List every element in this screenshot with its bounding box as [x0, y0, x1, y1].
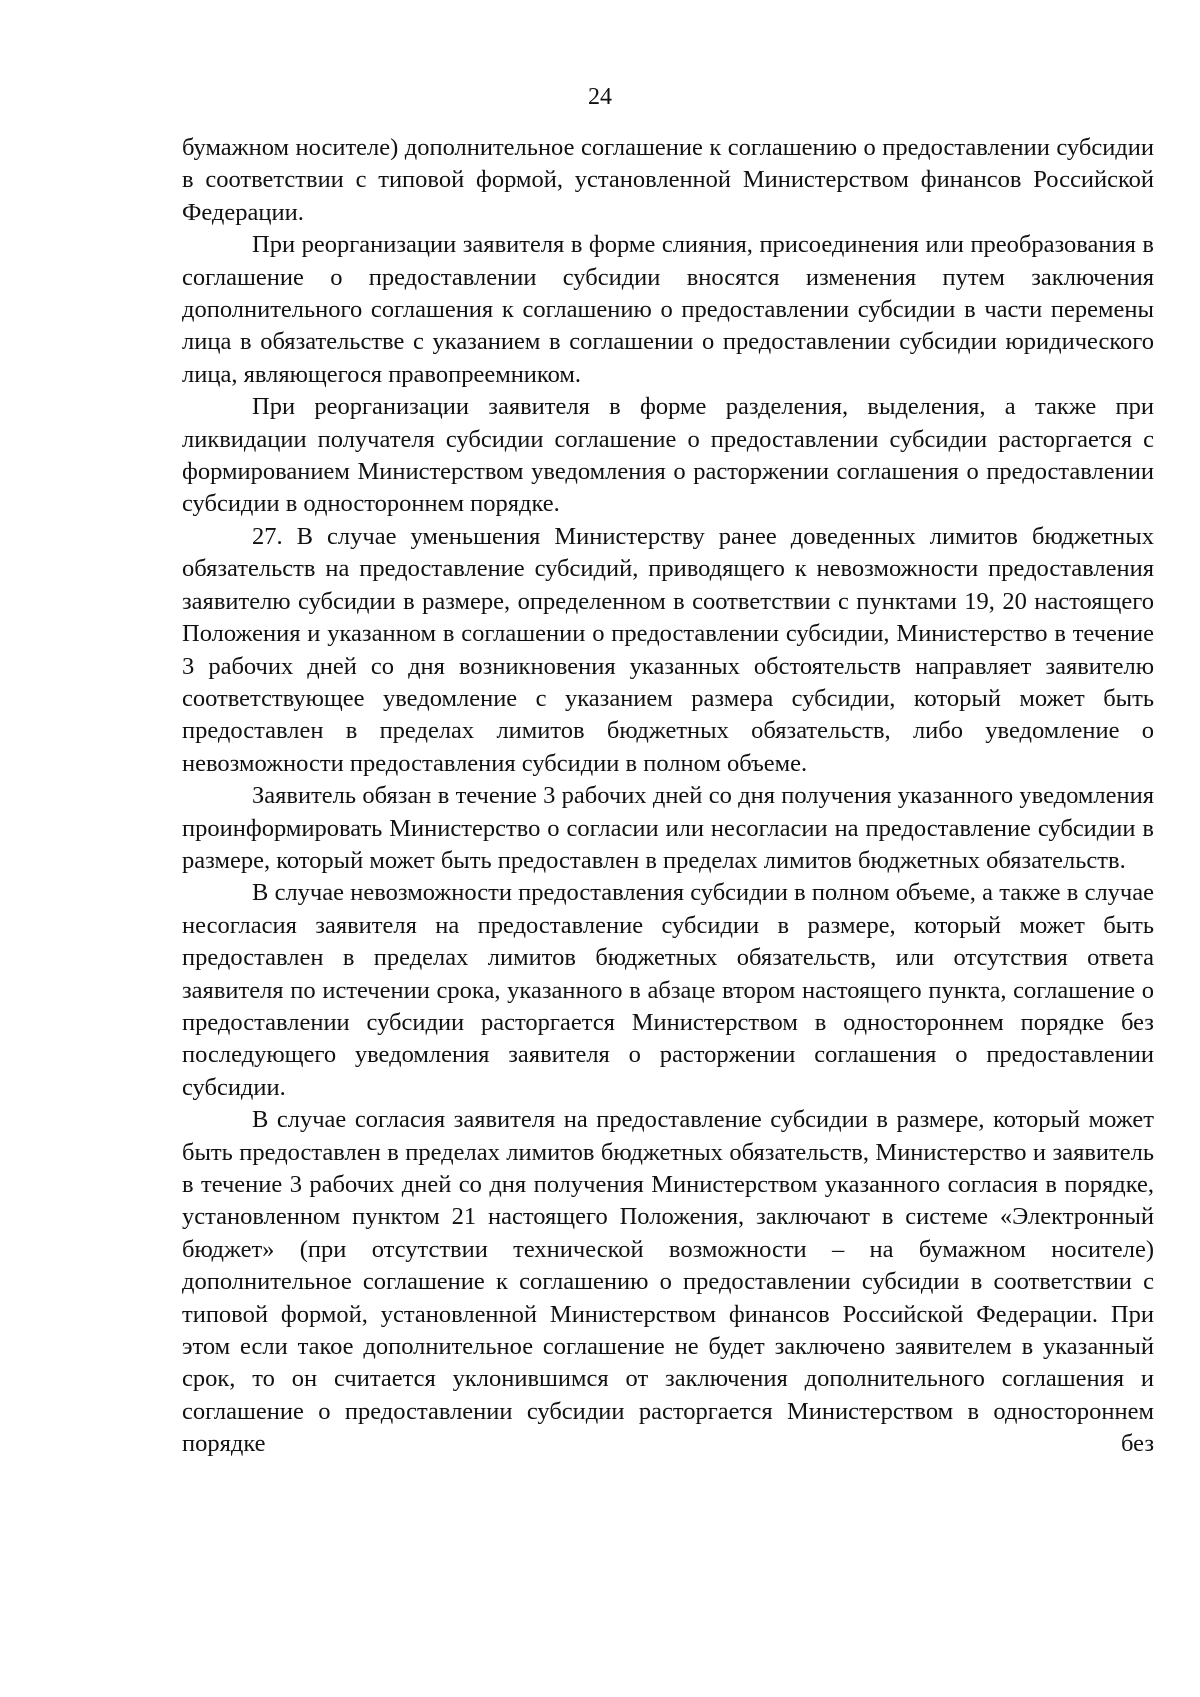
- document-body: [182, 132, 1154, 1461]
- page-number: 24: [588, 84, 612, 110]
- paragraph-reorganization-merger: При реорганизации заявителя в форме слияния, присоединения или преобразования в соглашение о предоставлении субсидии вносятся изменения путем заключения дополнительного соглашения к соглашению о предоставлении субсидии в части перемены лица в обязательстве с указанием в соглашении о предоставлении субсидии юридического лица, являющегося правопреемником.: [182, 231, 1154, 388]
- paragraph-item-27: 27. В случае уменьшения Министерству ранее доведенных лимитов бюджетных обязательств на предоставление субсидий, приводящего к невозможности предоставления заявителю субсидии в размере, определенном в соответствии с пунктами 19, 20 настоящего Положения и указанном в соглашении о предоставлении субсидии, Министерство в течение 3 рабочих дней со дня возникновения указанных обстоятельств направляет заявителю соответствующее уведомление с указанием размера субсидии, который может быть предоставлен в пределах лимитов бюджетных обязательств, либо уведомление о невозможности предоставления субсидии в полном объеме.: [182, 522, 1154, 777]
- paragraph-applicant-obligation: Заявитель обязан в течение 3 рабочих дней со дня получения указанного уведомления проинформировать Министерство о согласии или несогласии на предоставление субсидии в размере, который может быть предоставлен в пределах лимитов бюджетных обязательств.: [182, 782, 1154, 874]
- paragraph-termination: В случае невозможности предоставления субсидии в полном объеме, а также в случае несогласия заявителя на предоставление субсидии в размере, который может быть предоставлен в пределах лимитов бюджетных обязательств, или отсутствия ответа заявителя по истечении срока, указанного в абзаце втором настоящего пункта, соглашение о предоставлении субсидии расторгается Министерством в одностороннем порядке без последующего уведомления заявителя о расторжении соглашения о предоставлении субсидии.: [182, 879, 1154, 1101]
- paragraph-agreement-consent: В случае согласия заявителя на предоставление субсидии в размере, который может быть предоставлен в пределах лимитов бюджетных обязательств, Министерство и заявитель в течение 3 рабочих дней со дня получения Министерством указанного согласия в порядке, установленном пунктом 21 настоящего Положения, заключают в системе «Электронный бюджет» (при отсутствии технической возможности – на бумажном носителе) дополнительное соглашение к соглашению о предоставлении субсидии в соответствии с типовой формой, установленной Министерством финансов Российской Федерации. При этом если такое дополнительное соглашение не будет заключено заявителем в указанный срок, то он считается уклонившимся от заключения дополнительного соглашения и соглашение о предоставлении субсидии расторгается Министерством в одностороннем порядке без: [182, 1106, 1154, 1458]
- paragraph-continuation: бумажном носителе) дополнительное соглашение к соглашению о предоставлении субсидии в соответствии с типовой формой, установленной Министерством финансов Российской Федерации.: [182, 134, 1154, 226]
- paragraph-reorganization-division: При реорганизации заявителя в форме разделения, выделения, а также при ликвидации получателя субсидии соглашение о предоставлении субсидии расторгается с формированием Министерством уведомления о расторжении соглашения о предоставлении субсидии в одностороннем порядке.: [182, 393, 1154, 518]
